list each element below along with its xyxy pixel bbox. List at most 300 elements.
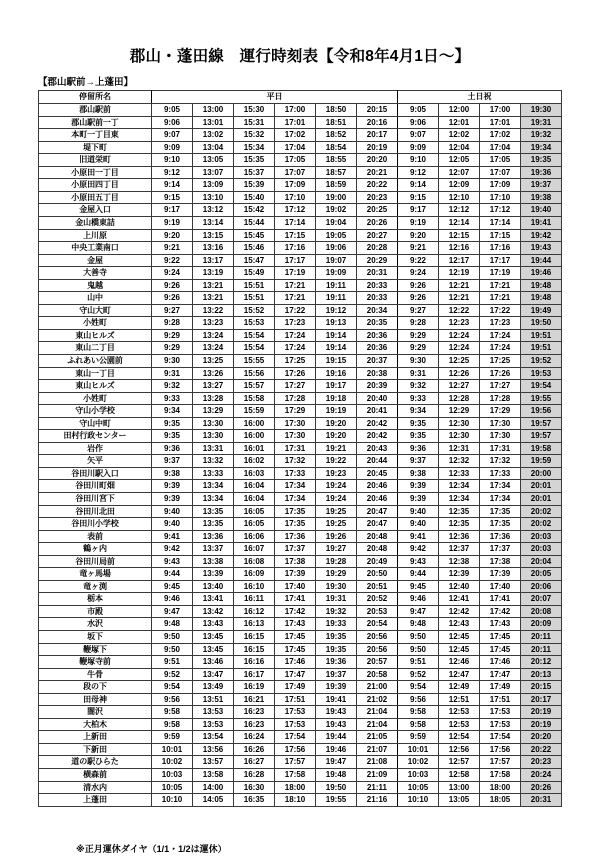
weekday-time-cell: 15:49: [234, 267, 275, 280]
stop-name-cell: 田村行政センター: [39, 430, 152, 443]
weekend-time-cell: 17:57: [480, 756, 521, 769]
weekday-time-cell: 17:04: [275, 141, 316, 154]
weekday-time-cell: 10:02: [152, 756, 193, 769]
table-row: [39, 593, 562, 606]
table-row: [39, 292, 562, 305]
weekday-time-cell: 17:23: [275, 317, 316, 330]
weekend-time-cell: 19:51: [521, 342, 562, 355]
weekend-time-cell: 12:35: [439, 505, 480, 518]
weekday-time-cell: 17:45: [275, 643, 316, 656]
weekend-time-cell: 19:58: [521, 442, 562, 455]
table-row: [39, 304, 562, 317]
weekday-time-cell: 9:28: [152, 317, 193, 330]
table-row: [39, 568, 562, 581]
weekday-time-cell: 20:33: [357, 292, 398, 305]
weekend-time-cell: 9:44: [398, 568, 439, 581]
weekend-time-cell: 9:45: [398, 580, 439, 593]
stop-name-cell: 牛骨: [39, 668, 152, 681]
weekday-time-cell: 19:20: [316, 430, 357, 443]
weekend-time-cell: 9:54: [398, 681, 439, 694]
weekend-time-cell: 17:24: [480, 342, 521, 355]
weekday-time-cell: 19:21: [316, 442, 357, 455]
weekend-time-cell: 12:39: [439, 568, 480, 581]
weekend-time-cell: 12:35: [439, 518, 480, 531]
weekday-time-cell: 13:00: [193, 104, 234, 117]
weekend-time-cell: 12:04: [439, 141, 480, 154]
weekend-time-cell: 12:23: [439, 317, 480, 330]
table-row: [39, 530, 562, 543]
weekday-time-cell: 19:19: [316, 405, 357, 418]
weekend-time-cell: 19:42: [521, 229, 562, 242]
weekday-time-cell: 13:25: [193, 354, 234, 367]
weekday-time-cell: 20:16: [357, 116, 398, 129]
header-stop-name: 停留所名: [39, 91, 152, 104]
weekday-time-cell: 16:15: [234, 643, 275, 656]
weekday-time-cell: 9:27: [152, 304, 193, 317]
stop-name-cell: 表前: [39, 530, 152, 543]
stop-name-cell: 中央工業南口: [39, 242, 152, 255]
weekend-time-cell: 20:04: [521, 555, 562, 568]
stop-name-cell: 上川原: [39, 229, 152, 242]
weekday-time-cell: 20:46: [357, 492, 398, 505]
weekend-time-cell: 9:52: [398, 668, 439, 681]
weekday-time-cell: 16:12: [234, 605, 275, 618]
weekday-time-cell: 16:01: [234, 442, 275, 455]
stop-name-cell: 東山ヒルズ: [39, 329, 152, 342]
weekday-time-cell: 19:39: [316, 681, 357, 694]
weekday-time-cell: 13:17: [193, 254, 234, 267]
weekend-time-cell: 20:03: [521, 543, 562, 556]
weekday-time-cell: 21:07: [357, 743, 398, 756]
weekday-time-cell: 20:17: [357, 129, 398, 142]
weekend-time-cell: 13:00: [439, 781, 480, 794]
weekend-time-cell: 17:02: [480, 129, 521, 142]
weekday-time-cell: 17:34: [275, 492, 316, 505]
weekend-time-cell: 17:43: [480, 618, 521, 631]
weekday-time-cell: 18:52: [316, 129, 357, 142]
weekday-time-cell: 13:39: [193, 568, 234, 581]
weekend-time-cell: 17:45: [480, 643, 521, 656]
weekday-time-cell: 13:10: [193, 191, 234, 204]
weekday-time-cell: 16:30: [234, 781, 275, 794]
weekday-time-cell: 9:29: [152, 342, 193, 355]
table-row: [39, 380, 562, 393]
weekend-time-cell: 12:25: [439, 354, 480, 367]
weekend-time-cell: 18:00: [480, 781, 521, 794]
weekday-time-cell: 17:21: [275, 279, 316, 292]
weekday-time-cell: 9:36: [152, 442, 193, 455]
weekend-time-cell: 12:45: [439, 643, 480, 656]
weekday-time-cell: 18:51: [316, 116, 357, 129]
weekday-time-cell: 9:58: [152, 706, 193, 719]
table-row: [39, 455, 562, 468]
stop-name-cell: 金山橋東詰: [39, 216, 152, 229]
weekend-time-cell: 20:01: [521, 492, 562, 505]
stop-name-cell: 小姓町: [39, 317, 152, 330]
weekday-time-cell: 20:35: [357, 317, 398, 330]
weekend-time-cell: 9:36: [398, 442, 439, 455]
weekday-time-cell: 13:26: [193, 367, 234, 380]
weekday-time-cell: 17:22: [275, 304, 316, 317]
weekday-time-cell: 15:52: [234, 304, 275, 317]
stop-name-cell: 矢平: [39, 455, 152, 468]
stop-name-cell: 谷田川宮下: [39, 492, 152, 505]
weekend-time-cell: 9:26: [398, 279, 439, 292]
weekday-time-cell: 17:05: [275, 154, 316, 167]
weekday-time-cell: 9:05: [152, 104, 193, 117]
stop-name-cell: 東山二丁目: [39, 342, 152, 355]
weekend-time-cell: 12:27: [439, 380, 480, 393]
weekday-time-cell: 16:05: [234, 505, 275, 518]
table-row: [39, 492, 562, 505]
weekend-time-cell: 9:40: [398, 505, 439, 518]
weekday-time-cell: 9:32: [152, 380, 193, 393]
stop-name-cell: 金屋入口: [39, 204, 152, 217]
weekend-time-cell: 20:22: [521, 743, 562, 756]
weekday-time-cell: 19:48: [316, 769, 357, 782]
weekend-time-cell: 9:07: [398, 129, 439, 142]
weekday-time-cell: 20:42: [357, 430, 398, 443]
weekend-time-cell: 10:02: [398, 756, 439, 769]
weekday-time-cell: 17:09: [275, 179, 316, 192]
weekday-time-cell: 13:28: [193, 392, 234, 405]
weekend-time-cell: 19:46: [521, 267, 562, 280]
weekend-time-cell: 9:26: [398, 292, 439, 305]
weekday-time-cell: 18:00: [275, 781, 316, 794]
weekday-time-cell: 9:59: [152, 731, 193, 744]
weekend-time-cell: 12:15: [439, 229, 480, 242]
weekday-time-cell: 20:48: [357, 530, 398, 543]
weekend-time-cell: 9:31: [398, 367, 439, 380]
weekday-time-cell: 18:50: [316, 104, 357, 117]
weekday-time-cell: 9:37: [152, 455, 193, 468]
weekday-time-cell: 17:07: [275, 166, 316, 179]
table-row: [39, 279, 562, 292]
weekday-time-cell: 15:56: [234, 367, 275, 380]
weekday-time-cell: 19:28: [316, 555, 357, 568]
weekend-time-cell: 17:26: [480, 367, 521, 380]
weekend-time-cell: 9:12: [398, 166, 439, 179]
table-row: [39, 317, 562, 330]
weekend-time-cell: 19:44: [521, 254, 562, 267]
weekend-time-cell: 17:47: [480, 668, 521, 681]
weekend-time-cell: 17:19: [480, 267, 521, 280]
weekday-time-cell: 19:29: [316, 568, 357, 581]
weekend-time-cell: 9:28: [398, 317, 439, 330]
holiday-notice: ※正月運休ダイヤ（1/1・1/2は運休）: [76, 843, 227, 854]
weekday-time-cell: 19:37: [316, 668, 357, 681]
weekday-time-cell: 9:30: [152, 354, 193, 367]
weekend-time-cell: 17:14: [480, 216, 521, 229]
weekday-time-cell: 9:29: [152, 329, 193, 342]
weekday-time-cell: 19:46: [316, 743, 357, 756]
weekday-time-cell: 9:10: [152, 154, 193, 167]
stop-name-cell: 鞭塚寺前: [39, 656, 152, 669]
weekday-time-cell: 20:50: [357, 568, 398, 581]
weekend-time-cell: 19:43: [521, 242, 562, 255]
weekend-time-cell: 9:32: [398, 380, 439, 393]
table-row: [39, 731, 562, 744]
weekend-time-cell: 17:54: [480, 731, 521, 744]
weekend-time-cell: 20:09: [521, 618, 562, 631]
weekend-time-cell: 19:30: [521, 104, 562, 117]
weekday-time-cell: 20:21: [357, 166, 398, 179]
weekday-time-cell: 17:49: [275, 681, 316, 694]
weekday-time-cell: 17:27: [275, 380, 316, 393]
weekday-time-cell: 15:59: [234, 405, 275, 418]
weekend-time-cell: 12:19: [439, 267, 480, 280]
weekday-time-cell: 20:28: [357, 242, 398, 255]
weekend-time-cell: 20:06: [521, 580, 562, 593]
weekend-time-cell: 17:09: [480, 179, 521, 192]
weekend-time-cell: 12:43: [439, 618, 480, 631]
table-row: [39, 656, 562, 669]
table-row: [39, 756, 562, 769]
weekday-time-cell: 21:08: [357, 756, 398, 769]
weekend-time-cell: 9:38: [398, 467, 439, 480]
weekend-time-cell: 12:12: [439, 204, 480, 217]
weekday-time-cell: 17:46: [275, 656, 316, 669]
weekday-time-cell: 17:19: [275, 267, 316, 280]
table-row: [39, 367, 562, 380]
table-row: [39, 781, 562, 794]
weekday-time-cell: 20:33: [357, 279, 398, 292]
stop-name-cell: 竜ヶ馬場: [39, 568, 152, 581]
weekend-time-cell: 12:01: [439, 116, 480, 129]
weekend-time-cell: 17:34: [480, 480, 521, 493]
weekend-time-cell: 9:21: [398, 242, 439, 255]
weekday-time-cell: 16:27: [234, 756, 275, 769]
weekday-time-cell: 9:47: [152, 605, 193, 618]
stop-name-cell: 大善寺: [39, 267, 152, 280]
weekday-time-cell: 9:58: [152, 718, 193, 731]
weekend-time-cell: 12:29: [439, 405, 480, 418]
table-row: [39, 129, 562, 142]
weekend-time-cell: 17:53: [480, 706, 521, 719]
weekday-time-cell: 13:22: [193, 304, 234, 317]
timetable-head: [39, 91, 562, 104]
weekday-time-cell: 20:58: [357, 668, 398, 681]
table-row: [39, 693, 562, 706]
table-row: [39, 467, 562, 480]
stop-name-cell: 谷田川駅入口: [39, 467, 152, 480]
weekday-time-cell: 17:57: [275, 756, 316, 769]
weekend-time-cell: 20:24: [521, 769, 562, 782]
weekday-time-cell: 17:30: [275, 430, 316, 443]
weekday-time-cell: 16:24: [234, 731, 275, 744]
weekday-time-cell: 18:54: [316, 141, 357, 154]
weekday-time-cell: 13:24: [193, 342, 234, 355]
weekend-time-cell: 20:03: [521, 530, 562, 543]
weekday-time-cell: 20:44: [357, 455, 398, 468]
stop-name-cell: 鞭塚下: [39, 643, 152, 656]
stop-name-cell: 道の駅ひらた: [39, 756, 152, 769]
weekend-time-cell: 12:57: [439, 756, 480, 769]
weekday-time-cell: 13:30: [193, 417, 234, 430]
weekday-time-cell: 20:19: [357, 141, 398, 154]
weekend-time-cell: 12:14: [439, 216, 480, 229]
weekend-time-cell: 12:58: [439, 769, 480, 782]
weekend-time-cell: 20:20: [521, 731, 562, 744]
stop-name-cell: 小原田四丁目: [39, 179, 152, 192]
weekday-time-cell: 17:51: [275, 693, 316, 706]
table-row: [39, 631, 562, 644]
table-row: [39, 229, 562, 242]
stop-name-cell: 上蓬田: [39, 794, 152, 807]
stop-name-cell: 水沢: [39, 618, 152, 631]
weekday-time-cell: 15:32: [234, 129, 275, 142]
weekday-time-cell: 9:35: [152, 417, 193, 430]
table-row: [39, 580, 562, 593]
weekday-time-cell: 20:53: [357, 605, 398, 618]
weekend-time-cell: 9:35: [398, 417, 439, 430]
weekday-time-cell: 21:02: [357, 693, 398, 706]
table-row: [39, 204, 562, 217]
weekday-time-cell: 20:56: [357, 643, 398, 656]
weekday-time-cell: 17:43: [275, 618, 316, 631]
weekend-time-cell: 20:08: [521, 605, 562, 618]
weekday-time-cell: 9:54: [152, 681, 193, 694]
weekend-time-cell: 9:09: [398, 141, 439, 154]
table-row: [39, 430, 562, 443]
weekend-time-cell: 17:28: [480, 392, 521, 405]
weekday-time-cell: 17:01: [275, 116, 316, 129]
stop-name-cell: 谷田川町畑: [39, 480, 152, 493]
weekday-time-cell: 19:36: [316, 656, 357, 669]
table-row: [39, 405, 562, 418]
weekday-time-cell: 20:37: [357, 354, 398, 367]
stop-name-cell: 小姓町: [39, 392, 152, 405]
weekday-time-cell: 20:49: [357, 555, 398, 568]
weekend-time-cell: 17:21: [480, 279, 521, 292]
weekend-time-cell: 20:26: [521, 781, 562, 794]
weekday-time-cell: 13:09: [193, 179, 234, 192]
weekday-time-cell: 19:04: [316, 216, 357, 229]
weekend-time-cell: 19:48: [521, 292, 562, 305]
weekday-time-cell: 9:50: [152, 631, 193, 644]
weekend-time-cell: 20:12: [521, 656, 562, 669]
weekday-time-cell: 9:46: [152, 593, 193, 606]
weekday-time-cell: 20:34: [357, 304, 398, 317]
weekend-time-cell: 9:48: [398, 618, 439, 631]
weekend-time-cell: 17:36: [480, 530, 521, 543]
weekday-time-cell: 13:07: [193, 166, 234, 179]
weekday-time-cell: 13:12: [193, 204, 234, 217]
table-row: [39, 618, 562, 631]
weekend-time-cell: 12:34: [439, 480, 480, 493]
weekday-time-cell: 16:10: [234, 580, 275, 593]
weekday-time-cell: 9:12: [152, 166, 193, 179]
weekend-time-cell: 9:59: [398, 731, 439, 744]
weekend-time-cell: 20:02: [521, 505, 562, 518]
weekday-time-cell: 17:02: [275, 129, 316, 142]
weekend-time-cell: 17:22: [480, 304, 521, 317]
weekday-time-cell: 19:14: [316, 342, 357, 355]
weekend-time-cell: 17:01: [480, 116, 521, 129]
weekday-time-cell: 17:53: [275, 718, 316, 731]
table-row: [39, 191, 562, 204]
weekend-time-cell: 9:17: [398, 204, 439, 217]
weekday-time-cell: 17:24: [275, 342, 316, 355]
weekday-time-cell: 19:02: [316, 204, 357, 217]
weekend-time-cell: 12:33: [439, 467, 480, 480]
table-row: [39, 543, 562, 556]
weekday-time-cell: 13:34: [193, 492, 234, 505]
weekday-time-cell: 9:52: [152, 668, 193, 681]
weekday-time-cell: 9:39: [152, 480, 193, 493]
weekday-time-cell: 13:35: [193, 505, 234, 518]
weekend-time-cell: 12:53: [439, 706, 480, 719]
weekday-time-cell: 17:35: [275, 518, 316, 531]
table-row: [39, 154, 562, 167]
weekday-time-cell: 15:37: [234, 166, 275, 179]
weekend-time-cell: 17:37: [480, 543, 521, 556]
weekday-time-cell: 20:48: [357, 543, 398, 556]
weekday-time-cell: 20:29: [357, 254, 398, 267]
weekday-time-cell: 15:55: [234, 354, 275, 367]
weekday-time-cell: 17:54: [275, 731, 316, 744]
weekday-time-cell: 19:41: [316, 693, 357, 706]
weekend-time-cell: 9:06: [398, 116, 439, 129]
weekday-time-cell: 17:41: [275, 593, 316, 606]
weekday-time-cell: 14:00: [193, 781, 234, 794]
weekend-time-cell: 17:24: [480, 329, 521, 342]
weekday-time-cell: 17:34: [275, 480, 316, 493]
weekend-time-cell: 20:05: [521, 568, 562, 581]
weekend-time-cell: 17:30: [480, 417, 521, 430]
weekday-time-cell: 17:30: [275, 417, 316, 430]
weekday-time-cell: 20:46: [357, 480, 398, 493]
weekday-time-cell: 19:43: [316, 706, 357, 719]
weekend-time-cell: 19:57: [521, 430, 562, 443]
weekday-time-cell: 19:35: [316, 631, 357, 644]
weekday-time-cell: 20:45: [357, 467, 398, 480]
weekday-time-cell: 19:11: [316, 292, 357, 305]
weekend-time-cell: 9:35: [398, 430, 439, 443]
weekday-time-cell: 17:15: [275, 229, 316, 242]
weekday-time-cell: 16:04: [234, 480, 275, 493]
weekday-time-cell: 19:20: [316, 417, 357, 430]
weekend-time-cell: 9:34: [398, 405, 439, 418]
weekend-time-cell: 19:57: [521, 417, 562, 430]
weekday-time-cell: 19:26: [316, 530, 357, 543]
weekday-time-cell: 21:00: [357, 681, 398, 694]
weekend-time-cell: 12:42: [439, 605, 480, 618]
weekday-time-cell: 13:43: [193, 618, 234, 631]
table-row: [39, 254, 562, 267]
weekend-time-cell: 20:17: [521, 693, 562, 706]
weekday-time-cell: 17:56: [275, 743, 316, 756]
weekend-time-cell: 12:09: [439, 179, 480, 192]
weekend-time-cell: 20:19: [521, 706, 562, 719]
weekday-time-cell: 17:28: [275, 392, 316, 405]
weekday-time-cell: 19:33: [316, 618, 357, 631]
weekday-time-cell: 17:38: [275, 555, 316, 568]
weekend-time-cell: 9:22: [398, 254, 439, 267]
weekday-time-cell: 15:31: [234, 116, 275, 129]
weekday-time-cell: 15:46: [234, 242, 275, 255]
weekday-time-cell: 9:45: [152, 580, 193, 593]
weekend-time-cell: 17:58: [480, 769, 521, 782]
weekday-time-cell: 17:17: [275, 254, 316, 267]
weekend-time-cell: 19:55: [521, 392, 562, 405]
weekday-time-cell: 15:51: [234, 279, 275, 292]
weekday-time-cell: 10:05: [152, 781, 193, 794]
weekend-time-cell: 17:25: [480, 354, 521, 367]
weekday-time-cell: 19:23: [316, 467, 357, 480]
weekend-time-cell: 12:07: [439, 166, 480, 179]
weekday-time-cell: 15:40: [234, 191, 275, 204]
